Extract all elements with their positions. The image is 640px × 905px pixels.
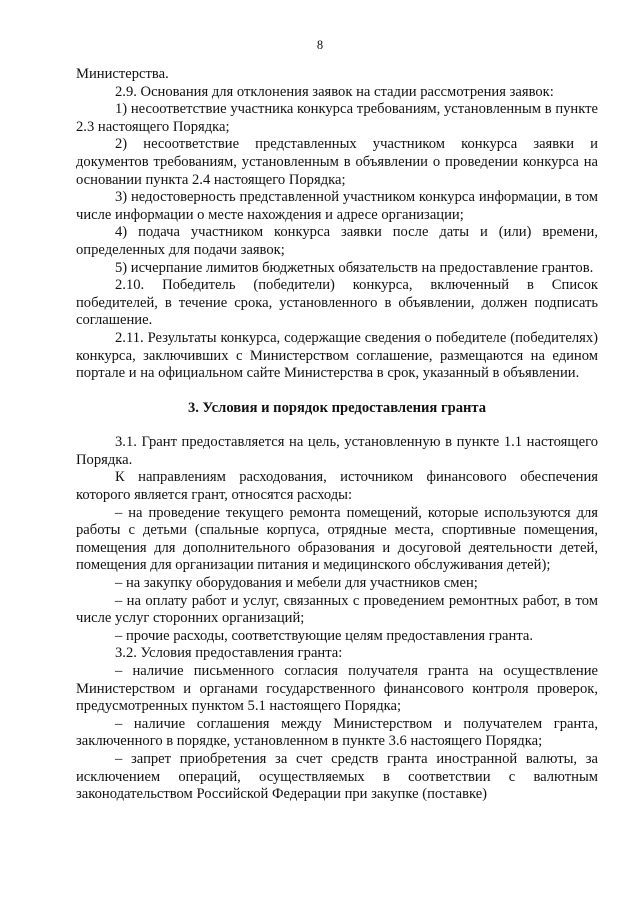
page-number: 8 bbox=[316, 38, 324, 52]
paragraph-q5: – на оплату работ и услуг, связанных с проведением ремонтных работ, в том числе услуг сторонних организаций; bbox=[76, 592, 598, 627]
document-body bbox=[76, 66, 598, 804]
paragraph-p6: 5) исчерпание лимитов бюджетных обязательств на предоставление грантов. bbox=[115, 259, 594, 276]
paragraph-p7: 2.10. Победитель (победители) конкурса, включенный в Список победителей, в течение срока, установленного в объявлении, должен подписать соглашение. bbox=[76, 277, 598, 329]
paragraph-p8: 2.11. Результаты конкурса, содержащие сведения о победителе (победителях) конкурса, заключивших с Министерством соглашение, размещаются на едином портале и на официальном сайте Министерства в срок, указанный в объявлении. bbox=[76, 329, 598, 382]
paragraph-q6: – прочие расходы, соответствующие целям предоставления гранта. bbox=[115, 627, 534, 644]
paragraph-q4: – на закупку оборудования и мебели для участников смен; bbox=[115, 575, 478, 592]
paragraph-p2: 1) несоответствие участника конкурса требованиям, установленным в пункте 2.3 настоящего Порядка; bbox=[76, 101, 598, 135]
paragraph-p1: 2.9. Основания для отклонения заявок на стадии рассмотрения заявок: bbox=[115, 83, 554, 100]
section-3-heading: 3. Условия и порядок предоставления гранта bbox=[187, 399, 487, 416]
paragraph-q1: 3.1. Грант предоставляется на цель, установленную в пункте 1.1 настоящего Порядка. bbox=[76, 434, 598, 468]
paragraph-q2: К направлениям расходования, источником финансового обеспечения которого является грант, относятся расходы: bbox=[76, 469, 598, 504]
paragraph-q7: 3.2. Условия предоставления гранта: bbox=[115, 645, 343, 662]
paragraph-p0: Министерства. bbox=[76, 66, 169, 82]
section-2-continuation bbox=[76, 66, 598, 383]
paragraph-q3: – на проведение текущего ремонта помещений, которые используются для работы с детьми (спальные корпуса, отрядные места, спортивные помещения, помещения для дополнительного образования и досуговой деятельности детей, помещения для организации питания и медицинского обслуживания детей); bbox=[76, 504, 598, 574]
section-3-body bbox=[76, 434, 598, 803]
paragraph-q10: – запрет приобретения за счет средств гранта иностранной валюты, за исключением операций, осуществляемых в соответствии с валютным законодательством Российской Федерации при закупке (поставке) bbox=[76, 750, 598, 803]
paragraph-q9: – наличие соглашения между Министерством и получателем гранта, заключенного в порядке, установленном в пункте 3.6 настоящего Порядка; bbox=[76, 715, 598, 750]
paragraph-p5: 4) подача участником конкурса заявки после даты и (или) времени, определенных для подачи заявок; bbox=[76, 224, 598, 258]
paragraph-p4: 3) недостоверность представленной участником конкурса информации, в том числе информации о месте нахождения и адресе организации; bbox=[76, 189, 598, 223]
paragraph-p3: 2) несоответствие представленных участником конкурса заявки и документов требованиям, установленным в объявлении о проведении конкурса на основании пункта 2.4 настоящего Порядка; bbox=[76, 136, 598, 188]
paragraph-q8: – наличие письменного согласия получателя гранта на осуществление Министерством и органами государственного финансового контроля проверок, предусмотренных пунктом 5.1 настоящего Порядка; bbox=[76, 663, 598, 715]
